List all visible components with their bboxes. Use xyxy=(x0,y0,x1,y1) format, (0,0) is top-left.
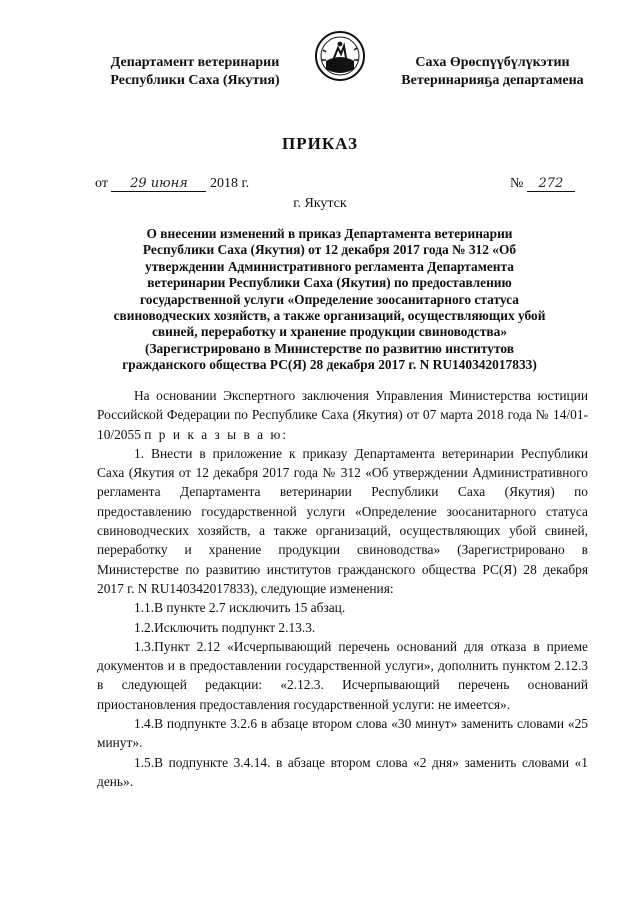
header-right-line1: Саха Өрөспүүбүлүкэтин xyxy=(415,55,570,70)
date-year: 2018 г. xyxy=(209,176,250,191)
header-left-line2: Республики Саха (Якутия) xyxy=(110,73,280,88)
date-prefix: от xyxy=(95,176,108,191)
header-right-line2: Ветеринарияҕа департамена xyxy=(401,73,584,88)
header-left xyxy=(95,54,295,90)
header-right xyxy=(380,54,605,90)
order-subject: О внесении изменений в приказ Департамента ветеринарии Республики Саха (Якутия) от 12 декабря 2017 года № 312 «Об утверждении Административного регламента Департамента ветеринарии Республики Саха (Якутия) по предоставлению государственной услуги «Определение зоосанитарного статуса свиноводческих хозяйств, а также организаций, осуществляющих убой свиней, переработку и хранение продукции свиноводства» (Зарегистрировано в Министерстве по развитию институтов гражданского общества РС(Я) 28 декабря 2017 г. N RU140342017833) xyxy=(113,226,546,373)
order-number xyxy=(510,176,575,192)
paragraph-1-1: 1.1.В пункте 2.7 исключить 15 абзац. xyxy=(134,600,346,616)
city: г. Якутск xyxy=(293,196,347,211)
coat-of-arms-emblem xyxy=(314,30,366,82)
paragraph-1-2: 1.2.Исключить подпункт 2.13.3. xyxy=(134,619,316,635)
order-date xyxy=(95,176,249,192)
number-handwritten: 272 xyxy=(527,176,575,192)
date-handwritten: 29 июня xyxy=(111,176,206,192)
order-body xyxy=(97,386,588,791)
intro-order-word: п р и к а з ы в а ю: xyxy=(144,426,289,442)
paragraph-1-5: 1.5.В подпункте 3.4.14. в абзаце втором слова «2 дня» заменить словами «1 день». xyxy=(97,754,588,789)
number-prefix: № xyxy=(510,176,524,191)
paragraph-1-4: 1.4.В подпункте 3.2.6 в абзаце втором слова «30 минут» заменить словами «25 минут». xyxy=(97,716,588,751)
header-left-line1: Департамент ветеринарии xyxy=(110,55,280,70)
paragraph-1: 1. Внести в приложение к приказу Департамента ветеринарии Республики Саха (Якутия от 12 декабря 2017 года № 312 «Об утверждении Административного регламента Департамента ветеринарии Республики Саха (Якутия) по предоставлению государственной услуги «Определение зоосанитарного статуса свиноводческих хозяйств, а также организаций, осуществляющих убой свиней, переработку и хранение продукции свиноводства» (Зарегистрировано в Министерстве по развитию институтов гражданского общества РС(Я) 28 декабря 2017 г. N RU140342017833), следующие изменения: xyxy=(97,445,588,596)
document-title: ПРИКАЗ xyxy=(282,134,358,153)
intro-text: На основании Экспертного заключения Управления Министерства юстиции Российской Федерации по Республике Саха (Якутия) от 07 марта 2018 года № 14/01-10/2055 xyxy=(97,388,588,442)
paragraph-1-3: 1.3.Пункт 2.12 «Исчерпывающий перечень оснований для отказа в приеме документов и в предоставлении государственной услуги», дополнить пунктом 2.12.3 в следующей редакции: «2.12.3. Исчерпывающий перечень оснований приостановления предоставления государственной услуги: не имеется». xyxy=(97,638,588,712)
paragraph-intro xyxy=(97,386,588,444)
